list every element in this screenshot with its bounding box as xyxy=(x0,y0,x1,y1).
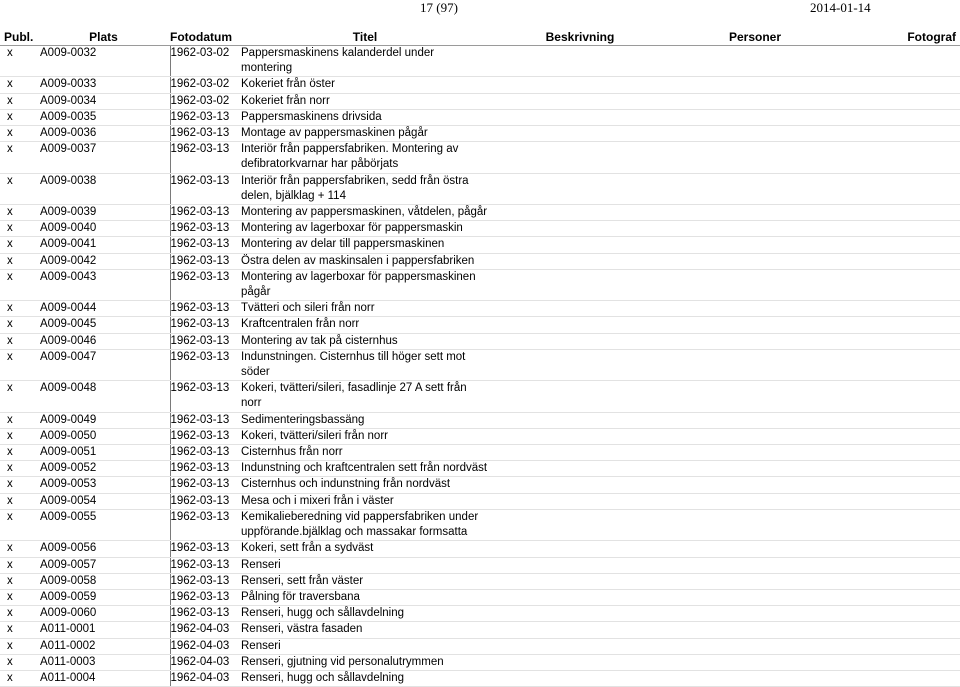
table-row xyxy=(0,573,960,589)
cell-publ: x xyxy=(0,412,37,428)
cell-plats: A009-0058 xyxy=(37,573,170,589)
cell-fotograf xyxy=(840,109,960,125)
cell-publ: x xyxy=(0,493,37,509)
cell-publ: x xyxy=(0,589,37,605)
cell-titel: Renseri, hugg och sållavdelning xyxy=(240,606,490,622)
cell-beskrivning xyxy=(490,428,670,444)
cell-fotodatum: 1962-03-13 xyxy=(170,461,240,477)
cell-personer xyxy=(670,589,840,605)
cell-personer xyxy=(670,412,840,428)
cell-plats: A011-0004 xyxy=(37,670,170,686)
table-row xyxy=(0,477,960,493)
cell-beskrivning xyxy=(490,333,670,349)
cell-fotodatum: 1962-03-13 xyxy=(170,477,240,493)
cell-plats: A009-0034 xyxy=(37,93,170,109)
cell-beskrivning xyxy=(490,109,670,125)
cell-publ: x xyxy=(0,173,37,204)
cell-plats: A009-0042 xyxy=(37,253,170,269)
cell-titel: Montering av delar till pappersmaskinen xyxy=(240,237,490,253)
cell-fotodatum: 1962-03-13 xyxy=(170,541,240,557)
cell-fotodatum: 1962-03-13 xyxy=(170,606,240,622)
cell-personer xyxy=(670,509,840,540)
cell-personer xyxy=(670,77,840,93)
cell-fotograf xyxy=(840,654,960,670)
cell-plats: A011-0001 xyxy=(37,622,170,638)
cell-titel: Renseri, gjutning vid personalutrymmen xyxy=(240,654,490,670)
cell-plats: A009-0037 xyxy=(37,142,170,173)
cell-publ: x xyxy=(0,333,37,349)
cell-titel: Kokeri, sett från a sydväst xyxy=(240,541,490,557)
cell-titel: Montering av pappersmaskinen, våtdelen, pågår xyxy=(240,205,490,221)
cell-fotodatum: 1962-03-13 xyxy=(170,221,240,237)
cell-publ: x xyxy=(0,557,37,573)
cell-titel: Kokeriet från öster xyxy=(240,77,490,93)
cell-plats: A009-0052 xyxy=(37,461,170,477)
cell-publ: x xyxy=(0,253,37,269)
cell-publ: x xyxy=(0,109,37,125)
cell-fotodatum: 1962-03-13 xyxy=(170,301,240,317)
cell-titel: Montering av tak på cisternhus xyxy=(240,333,490,349)
cell-personer xyxy=(670,445,840,461)
cell-beskrivning xyxy=(490,573,670,589)
cell-fotodatum: 1962-03-13 xyxy=(170,573,240,589)
cell-fotograf xyxy=(840,77,960,93)
column-header-plats: Plats xyxy=(37,28,170,46)
cell-publ: x xyxy=(0,541,37,557)
cell-plats: A009-0057 xyxy=(37,557,170,573)
cell-publ: x xyxy=(0,46,37,77)
cell-publ: x xyxy=(0,205,37,221)
cell-fotograf xyxy=(840,221,960,237)
cell-titel: Östra delen av maskinsalen i pappersfabriken xyxy=(240,253,490,269)
cell-titel: Kokeriet från norr xyxy=(240,93,490,109)
cell-fotograf xyxy=(840,301,960,317)
column-header-fotograf: Fotograf xyxy=(840,28,960,46)
cell-fotodatum: 1962-03-13 xyxy=(170,253,240,269)
cell-plats: A009-0046 xyxy=(37,333,170,349)
cell-titel: Renseri xyxy=(240,638,490,654)
cell-plats: A009-0044 xyxy=(37,301,170,317)
cell-beskrivning xyxy=(490,221,670,237)
cell-beskrivning xyxy=(490,205,670,221)
table-row xyxy=(0,205,960,221)
cell-titel: Interiör från pappersfabriken, sedd från östra delen, bjälklag + 114 xyxy=(240,173,490,204)
cell-fotodatum: 1962-03-13 xyxy=(170,142,240,173)
cell-beskrivning xyxy=(490,301,670,317)
cell-publ: x xyxy=(0,142,37,173)
cell-fotograf xyxy=(840,606,960,622)
cell-personer xyxy=(670,493,840,509)
cell-titel: Renseri, hugg och sållavdelning xyxy=(240,670,490,686)
cell-fotograf xyxy=(840,269,960,300)
cell-fotodatum: 1962-03-13 xyxy=(170,205,240,221)
cell-publ: x xyxy=(0,221,37,237)
cell-personer xyxy=(670,237,840,253)
cell-beskrivning xyxy=(490,606,670,622)
cell-titel: Kraftcentralen från norr xyxy=(240,317,490,333)
cell-plats: A009-0039 xyxy=(37,205,170,221)
cell-plats: A009-0049 xyxy=(37,412,170,428)
cell-plats: A009-0054 xyxy=(37,493,170,509)
cell-beskrivning xyxy=(490,638,670,654)
cell-beskrivning xyxy=(490,46,670,77)
table-row xyxy=(0,93,960,109)
cell-beskrivning xyxy=(490,253,670,269)
table-body xyxy=(0,46,960,687)
cell-fotodatum: 1962-03-13 xyxy=(170,445,240,461)
table-row xyxy=(0,541,960,557)
table-row xyxy=(0,654,960,670)
cell-fotodatum: 1962-03-13 xyxy=(170,317,240,333)
cell-titel: Montage av pappersmaskinen pågår xyxy=(240,126,490,142)
cell-titel: Kokeri, tvätteri/sileri från norr xyxy=(240,428,490,444)
cell-fotograf xyxy=(840,509,960,540)
table-row xyxy=(0,670,960,686)
table-header-row xyxy=(0,28,960,46)
cell-titel: Montering av lagerboxar för pappersmaskinen pågår xyxy=(240,269,490,300)
table-row xyxy=(0,622,960,638)
cell-fotodatum: 1962-03-13 xyxy=(170,509,240,540)
cell-beskrivning xyxy=(490,589,670,605)
cell-personer xyxy=(670,541,840,557)
cell-fotograf xyxy=(840,670,960,686)
cell-fotodatum: 1962-03-02 xyxy=(170,93,240,109)
cell-plats: A009-0051 xyxy=(37,445,170,461)
cell-beskrivning xyxy=(490,477,670,493)
cell-titel: Cisternhus från norr xyxy=(240,445,490,461)
cell-fotograf xyxy=(840,349,960,380)
cell-publ: x xyxy=(0,509,37,540)
cell-personer xyxy=(670,301,840,317)
cell-fotodatum: 1962-03-13 xyxy=(170,493,240,509)
cell-publ: x xyxy=(0,638,37,654)
table-row xyxy=(0,253,960,269)
cell-fotograf xyxy=(840,589,960,605)
cell-fotodatum: 1962-03-13 xyxy=(170,412,240,428)
column-header-fotodatum: Fotodatum xyxy=(170,28,240,46)
cell-publ: x xyxy=(0,269,37,300)
cell-titel: Montering av lagerboxar för pappersmaskin xyxy=(240,221,490,237)
cell-publ: x xyxy=(0,77,37,93)
cell-titel: Tvätteri och sileri från norr xyxy=(240,301,490,317)
cell-publ: x xyxy=(0,126,37,142)
cell-beskrivning xyxy=(490,381,670,412)
cell-personer xyxy=(670,142,840,173)
table-row xyxy=(0,445,960,461)
cell-titel: Indunstningen. Cisternhus till höger sett mot söder xyxy=(240,349,490,380)
cell-plats: A011-0003 xyxy=(37,654,170,670)
cell-fotograf xyxy=(840,477,960,493)
table-row xyxy=(0,221,960,237)
column-header-beskrivning: Beskrivning xyxy=(490,28,670,46)
cell-fotodatum: 1962-03-02 xyxy=(170,77,240,93)
cell-publ: x xyxy=(0,461,37,477)
cell-publ: x xyxy=(0,670,37,686)
cell-personer xyxy=(670,606,840,622)
cell-fotodatum: 1962-03-13 xyxy=(170,589,240,605)
table-row xyxy=(0,509,960,540)
cell-fotograf xyxy=(840,445,960,461)
column-header-titel: Titel xyxy=(240,28,490,46)
cell-fotodatum: 1962-03-13 xyxy=(170,109,240,125)
cell-fotodatum: 1962-03-02 xyxy=(170,46,240,77)
cell-publ: x xyxy=(0,573,37,589)
table-row xyxy=(0,173,960,204)
cell-titel: Sedimenteringsbassäng xyxy=(240,412,490,428)
cell-beskrivning xyxy=(490,622,670,638)
table-row xyxy=(0,557,960,573)
cell-titel: Cisternhus och indunstning från nordväst xyxy=(240,477,490,493)
cell-fotodatum: 1962-03-13 xyxy=(170,173,240,204)
cell-personer xyxy=(670,670,840,686)
cell-plats: A009-0053 xyxy=(37,477,170,493)
cell-beskrivning xyxy=(490,93,670,109)
cell-plats: A009-0055 xyxy=(37,509,170,540)
cell-fotograf xyxy=(840,46,960,77)
cell-fotograf xyxy=(840,622,960,638)
cell-personer xyxy=(670,622,840,638)
table-row xyxy=(0,493,960,509)
cell-beskrivning xyxy=(490,445,670,461)
cell-personer xyxy=(670,638,840,654)
cell-personer xyxy=(670,381,840,412)
cell-publ: x xyxy=(0,428,37,444)
cell-personer xyxy=(670,317,840,333)
cell-personer xyxy=(670,173,840,204)
cell-beskrivning xyxy=(490,461,670,477)
cell-publ: x xyxy=(0,477,37,493)
cell-fotograf xyxy=(840,557,960,573)
cell-publ: x xyxy=(0,445,37,461)
cell-titel: Renseri, sett från väster xyxy=(240,573,490,589)
cell-fotodatum: 1962-03-13 xyxy=(170,269,240,300)
cell-beskrivning xyxy=(490,237,670,253)
cell-beskrivning xyxy=(490,142,670,173)
cell-personer xyxy=(670,573,840,589)
cell-plats: A009-0033 xyxy=(37,77,170,93)
cell-plats: A009-0045 xyxy=(37,317,170,333)
cell-publ: x xyxy=(0,654,37,670)
column-header-publ: Publ. xyxy=(0,28,37,46)
cell-fotodatum: 1962-04-03 xyxy=(170,670,240,686)
cell-fotograf xyxy=(840,237,960,253)
cell-fotograf xyxy=(840,573,960,589)
cell-plats: A009-0032 xyxy=(37,46,170,77)
cell-fotograf xyxy=(840,541,960,557)
cell-fotograf xyxy=(840,412,960,428)
cell-beskrivning xyxy=(490,541,670,557)
cell-fotograf xyxy=(840,253,960,269)
cell-publ: x xyxy=(0,237,37,253)
cell-personer xyxy=(670,46,840,77)
cell-beskrivning xyxy=(490,557,670,573)
cell-personer xyxy=(670,253,840,269)
cell-fotograf xyxy=(840,381,960,412)
cell-personer xyxy=(670,126,840,142)
cell-titel: Mesa och i mixeri från i väster xyxy=(240,493,490,509)
cell-fotodatum: 1962-03-13 xyxy=(170,333,240,349)
cell-fotodatum: 1962-03-13 xyxy=(170,237,240,253)
table-row xyxy=(0,77,960,93)
table-row xyxy=(0,126,960,142)
cell-beskrivning xyxy=(490,654,670,670)
cell-fotograf xyxy=(840,126,960,142)
cell-publ: x xyxy=(0,381,37,412)
cell-fotodatum: 1962-03-13 xyxy=(170,126,240,142)
cell-fotograf xyxy=(840,428,960,444)
cell-titel: Kemikalieberedning vid pappersfabriken under uppförande.bjälklag och massakar formsatta xyxy=(240,509,490,540)
cell-plats: A009-0043 xyxy=(37,269,170,300)
cell-personer xyxy=(670,93,840,109)
cell-personer xyxy=(670,654,840,670)
cell-plats: A009-0048 xyxy=(37,381,170,412)
column-header-personer: Personer xyxy=(670,28,840,46)
cell-titel: Kokeri, tvätteri/sileri, fasadlinje 27 A sett från norr xyxy=(240,381,490,412)
cell-publ: x xyxy=(0,349,37,380)
cell-beskrivning xyxy=(490,670,670,686)
cell-plats: A009-0040 xyxy=(37,221,170,237)
cell-beskrivning xyxy=(490,126,670,142)
cell-personer xyxy=(670,349,840,380)
cell-publ: x xyxy=(0,93,37,109)
cell-publ: x xyxy=(0,317,37,333)
cell-beskrivning xyxy=(490,493,670,509)
table-row xyxy=(0,412,960,428)
cell-personer xyxy=(670,557,840,573)
table-row xyxy=(0,301,960,317)
cell-personer xyxy=(670,269,840,300)
cell-fotodatum: 1962-03-13 xyxy=(170,428,240,444)
table-row xyxy=(0,638,960,654)
cell-titel: Pappersmaskinens drivsida xyxy=(240,109,490,125)
table-row xyxy=(0,349,960,380)
cell-plats: A011-0002 xyxy=(37,638,170,654)
table-row xyxy=(0,606,960,622)
table-row xyxy=(0,109,960,125)
page-header xyxy=(0,0,960,24)
table-row xyxy=(0,317,960,333)
cell-beskrivning xyxy=(490,412,670,428)
table-row xyxy=(0,142,960,173)
cell-publ: x xyxy=(0,606,37,622)
cell-fotodatum: 1962-04-03 xyxy=(170,622,240,638)
table-row xyxy=(0,589,960,605)
cell-fotodatum: 1962-03-13 xyxy=(170,381,240,412)
cell-titel: Pappersmaskinens kalanderdel under montering xyxy=(240,46,490,77)
cell-personer xyxy=(670,333,840,349)
cell-fotograf xyxy=(840,142,960,173)
cell-personer xyxy=(670,477,840,493)
cell-titel: Renseri xyxy=(240,557,490,573)
cell-beskrivning xyxy=(490,269,670,300)
print-date: 2014-01-14 xyxy=(810,0,871,15)
cell-publ: x xyxy=(0,622,37,638)
table-row xyxy=(0,46,960,77)
cell-fotograf xyxy=(840,317,960,333)
cell-beskrivning xyxy=(490,349,670,380)
table-row xyxy=(0,428,960,444)
table-row xyxy=(0,237,960,253)
cell-fotodatum: 1962-03-13 xyxy=(170,349,240,380)
cell-fotograf xyxy=(840,93,960,109)
cell-personer xyxy=(670,428,840,444)
cell-plats: A009-0038 xyxy=(37,173,170,204)
cell-titel: Renseri, västra fasaden xyxy=(240,622,490,638)
cell-plats: A009-0050 xyxy=(37,428,170,444)
cell-titel: Pålning för traversbana xyxy=(240,589,490,605)
cell-fotodatum: 1962-04-03 xyxy=(170,638,240,654)
cell-personer xyxy=(670,205,840,221)
cell-plats: A009-0036 xyxy=(37,126,170,142)
cell-fotograf xyxy=(840,173,960,204)
cell-titel: Interiör från pappersfabriken. Montering av defibratorkvarnar har påbörjats xyxy=(240,142,490,173)
cell-fotodatum: 1962-04-03 xyxy=(170,654,240,670)
cell-fotodatum: 1962-03-13 xyxy=(170,557,240,573)
table-row xyxy=(0,381,960,412)
cell-plats: A009-0047 xyxy=(37,349,170,380)
cell-plats: A009-0056 xyxy=(37,541,170,557)
cell-fotograf xyxy=(840,333,960,349)
cell-beskrivning xyxy=(490,509,670,540)
cell-fotograf xyxy=(840,493,960,509)
cell-personer xyxy=(670,109,840,125)
cell-beskrivning xyxy=(490,317,670,333)
table-row xyxy=(0,461,960,477)
photo-register-table xyxy=(0,28,960,687)
cell-plats: A009-0035 xyxy=(37,109,170,125)
cell-fotograf xyxy=(840,205,960,221)
cell-beskrivning xyxy=(490,77,670,93)
table-row xyxy=(0,333,960,349)
cell-plats: A009-0060 xyxy=(37,606,170,622)
cell-personer xyxy=(670,461,840,477)
cell-beskrivning xyxy=(490,173,670,204)
cell-fotograf xyxy=(840,638,960,654)
cell-publ: x xyxy=(0,301,37,317)
page-number: 17 (97) xyxy=(420,0,458,15)
cell-fotograf xyxy=(840,461,960,477)
cell-plats: A009-0059 xyxy=(37,589,170,605)
cell-personer xyxy=(670,221,840,237)
cell-titel: Indunstning och kraftcentralen sett från nordväst xyxy=(240,461,490,477)
table-row xyxy=(0,269,960,300)
cell-plats: A009-0041 xyxy=(37,237,170,253)
